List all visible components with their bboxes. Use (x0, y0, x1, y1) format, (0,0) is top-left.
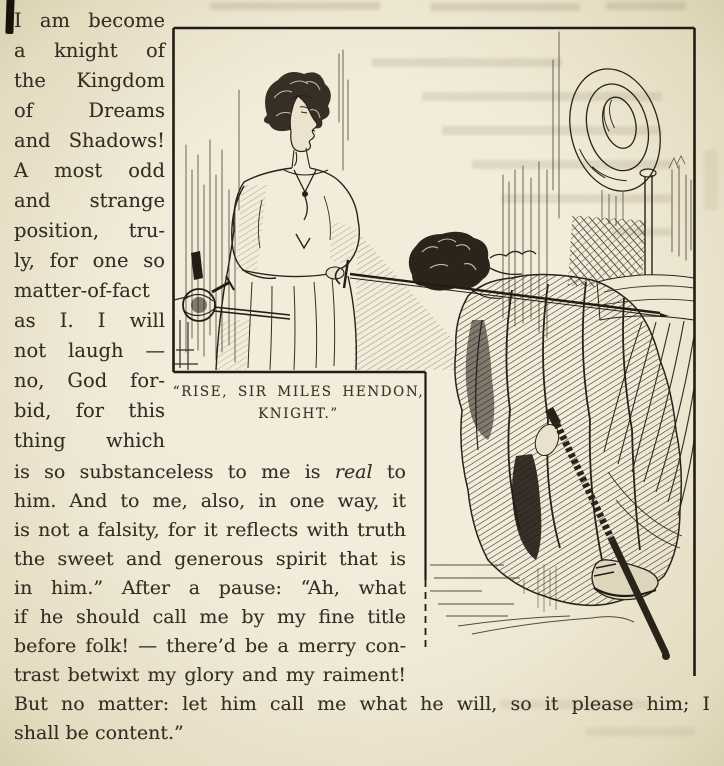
text-line: as I. I will (14, 309, 165, 332)
text-line: shall be content.” (14, 722, 184, 744)
text-line: thing which (14, 429, 165, 452)
text-line: and Shadows! (14, 129, 165, 152)
collar-ruffle (490, 251, 536, 274)
text-line: position, tru- (14, 219, 165, 242)
text-line: in him.” After a pause: “Ah, what (14, 577, 406, 599)
text-line: bid, for this (14, 399, 165, 422)
text-line: I am become (14, 9, 165, 32)
left-text-column (14, 6, 165, 456)
text-line: is not a falsity, for it reflects with truth (14, 519, 406, 541)
text-line: not laugh — (14, 339, 165, 362)
text-line: the sweet and generous spirit that is (14, 548, 406, 570)
text-line: is so substanceless to me is real to (14, 461, 406, 483)
text-line: no, God for- (14, 369, 165, 392)
text-line: ly, for one so (14, 249, 165, 272)
text-line: and strange (14, 189, 165, 212)
bleed-through-mark (210, 2, 380, 10)
text-line: A most odd (14, 159, 165, 182)
cloak (455, 274, 681, 605)
bleed-through-mark (430, 3, 580, 11)
illustration-caption-line2: KNIGHT.” (258, 406, 339, 422)
text-line: before folk! — there’d be a merry con- (14, 635, 406, 657)
bleed-through-mark (704, 150, 718, 210)
text-line: a knight of (14, 39, 165, 62)
text-line: if he should call me by my fine title (14, 606, 406, 628)
engraving-svg (172, 20, 696, 680)
illustration-caption-line1: “RISE, SIR MILES HENDON, (172, 384, 425, 400)
text-line: the Kingdom (14, 69, 165, 92)
illustration-engraving (172, 20, 696, 680)
full-width-text (14, 690, 710, 748)
bleed-through-mark (606, 2, 686, 10)
text-line: of Dreams (14, 99, 165, 122)
standing-figure (216, 72, 359, 370)
text-line: him. And to me, also, in one way, it (14, 490, 406, 512)
text-line: trast betwixt my glory and my raiment! (14, 664, 406, 686)
text-line: But no matter: let him call me what he will, so it please him; I (14, 693, 710, 715)
text-line: matter-of-fact (14, 279, 150, 302)
